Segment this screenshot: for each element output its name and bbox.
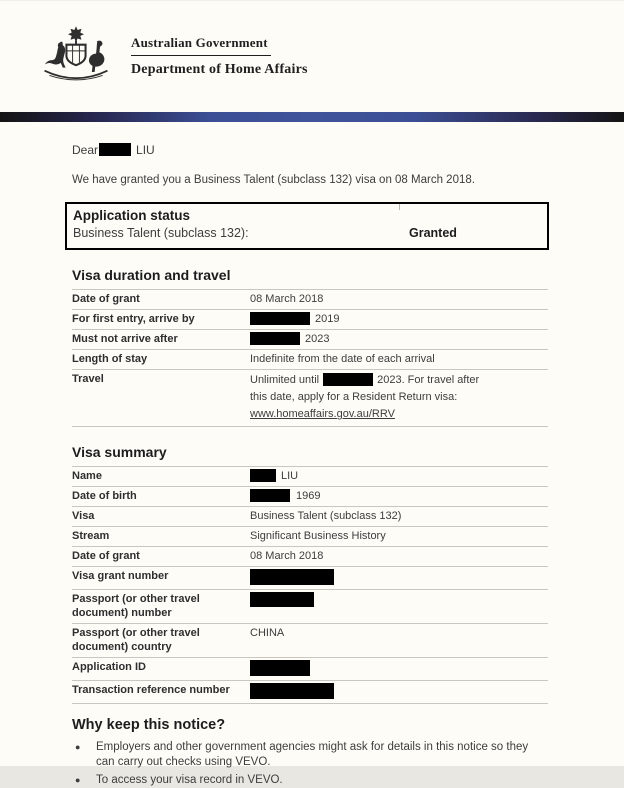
redaction-box — [250, 592, 314, 607]
row-value — [250, 469, 548, 483]
row-label: Transaction reference number — [72, 684, 230, 697]
table-row — [72, 309, 548, 329]
row-value: Significant Business History — [250, 530, 386, 543]
travel-text-line2: this date, apply for a Resident Return visa: — [250, 391, 458, 404]
table-row — [72, 566, 548, 589]
list-item — [72, 740, 548, 770]
table-row — [72, 329, 548, 349]
row-value: 08 March 2018 — [250, 293, 324, 306]
bullet-text: To access your visa record in VEVO. — [96, 774, 283, 787]
redaction-box — [250, 660, 310, 676]
salutation-surname: LIU — [136, 143, 155, 157]
row-label: Visa — [72, 510, 95, 523]
government-name: Australian Government — [131, 35, 268, 50]
redaction-box — [250, 683, 334, 699]
why-keep-heading: Why keep this notice? — [72, 717, 226, 734]
letterhead — [0, 1, 624, 112]
table-row — [72, 589, 548, 623]
row-label: For first entry, arrive by — [72, 313, 195, 326]
header-gradient-banner — [0, 112, 624, 122]
row-value — [250, 372, 548, 423]
table-row — [72, 506, 548, 526]
row-label: Must not arrive after — [72, 333, 178, 346]
row-label: Stream — [72, 530, 110, 543]
application-status-value: Granted — [409, 226, 457, 241]
row-value-text: 1969 — [296, 490, 321, 503]
table-row — [72, 657, 548, 680]
row-value: 08 March 2018 — [250, 550, 324, 563]
row-value — [250, 489, 548, 503]
table-row — [72, 349, 548, 369]
redaction-box — [250, 489, 290, 502]
table-row — [72, 546, 548, 566]
row-value — [250, 569, 548, 586]
row-label: Name — [72, 470, 102, 483]
row-value — [250, 332, 548, 346]
row-label: Passport (or other travel document) number — [72, 593, 200, 620]
row-value: CHINA — [250, 627, 285, 640]
redaction-box — [250, 569, 334, 585]
visa-duration-heading: Visa duration and travel — [72, 267, 231, 284]
travel-text-before: Unlimited until — [250, 374, 320, 387]
row-label: Visa grant number — [72, 570, 169, 583]
table-row — [72, 623, 548, 657]
row-label: Length of stay — [72, 353, 148, 366]
row-value-text: 2019 — [315, 313, 340, 326]
letterhead-text — [131, 25, 308, 78]
department-name: Department of Home Affairs — [131, 62, 308, 77]
visa-summary-table — [72, 466, 548, 704]
salutation-line — [72, 143, 548, 158]
table-row — [72, 486, 548, 506]
rrv-link[interactable]: www.homeaffairs.gov.au/RRV — [250, 408, 395, 421]
application-status-visa-label: Business Talent (subclass 132): — [73, 226, 249, 241]
bullet-text: Employers and other government agencies might ask for details in this notice so they can carry out checks using VEVO. — [96, 741, 529, 769]
row-label: Travel — [72, 373, 104, 386]
row-value-text: 2023 — [305, 333, 330, 346]
redaction-box — [99, 143, 131, 156]
redaction-box — [250, 312, 310, 325]
table-row — [72, 369, 548, 426]
australian-coat-of-arms-icon — [35, 25, 117, 89]
redaction-box — [323, 373, 373, 386]
salutation-prefix: Dear — [72, 143, 99, 157]
row-label: Date of birth — [72, 490, 137, 503]
table-row — [72, 680, 548, 703]
bullet-icon: ● — [75, 775, 81, 786]
row-value — [250, 683, 548, 700]
row-label: Date of grant — [72, 550, 140, 563]
row-value — [250, 592, 548, 608]
table-row — [72, 289, 548, 309]
grant-intro-text: We have granted you a Business Talent (subclass 132) visa on 08 March 2018. — [72, 174, 475, 187]
table-row — [72, 526, 548, 546]
redaction-box — [250, 469, 276, 482]
application-status-heading: Application status — [73, 208, 191, 224]
letterhead-divider — [131, 55, 271, 56]
row-value: Indefinite from the date of each arrival — [250, 353, 435, 366]
redaction-box — [250, 332, 300, 345]
row-value — [250, 660, 548, 677]
travel-text-after: 2023. For travel after — [377, 374, 480, 387]
visa-summary-heading: Visa summary — [72, 444, 167, 461]
row-label: Application ID — [72, 661, 146, 674]
row-value: Business Talent (subclass 132) — [250, 510, 402, 523]
bullet-icon: ● — [75, 742, 81, 753]
visa-duration-table — [72, 289, 548, 427]
list-item — [72, 773, 548, 788]
why-keep-list — [72, 740, 548, 788]
letter-body — [0, 143, 624, 788]
application-status-box — [65, 202, 549, 250]
row-value-text: LIU — [281, 470, 299, 483]
row-value — [250, 312, 548, 326]
table-row — [72, 466, 548, 486]
application-status-row — [73, 225, 540, 242]
status-box-column-tick — [399, 204, 400, 210]
row-label: Passport (or other travel document) country — [72, 627, 200, 654]
row-label: Date of grant — [72, 293, 140, 306]
